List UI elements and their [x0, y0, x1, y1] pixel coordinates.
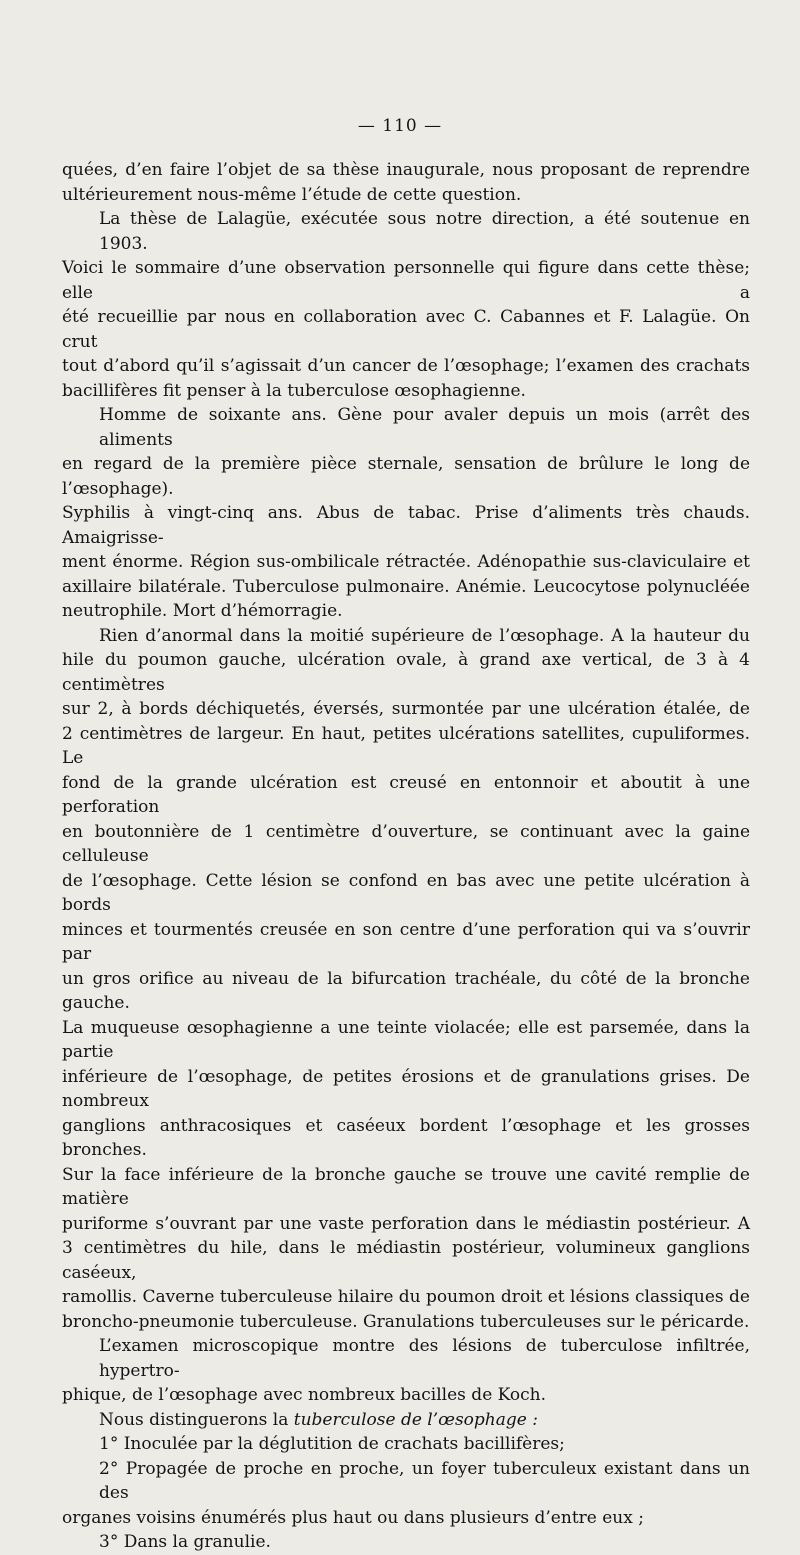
text-line: quées, d’en faire l’objet de sa thèse inaugurale, nous proposant de reprendre	[62, 160, 750, 180]
text-line: Sur la face inférieure de la bronche gauche se trouve une cavité remplie de matière	[62, 1164, 750, 1209]
text-line: en boutonnière de 1 centimètre d’ouverture, se continuant avec la gaine celluleuse	[62, 821, 750, 866]
text-line: 3° Dans la granulie.	[99, 1532, 271, 1552]
paragraph-lalague-thesis	[62, 207, 750, 403]
text-line: axillaire bilatérale. Tuberculose pulmonaire. Anémie. Leucocytose polynucléée	[62, 576, 750, 597]
text-line: en regard de la première pièce sternale, sensation de brûlure le long de l’œsophage).	[62, 454, 750, 499]
text-line: Rien d’anormal dans la moitié supérieure de l’œsophage. A la hauteur du	[99, 625, 750, 646]
text-line: été recueillie par nous en collaboration avec C. Cabannes et F. Lalagüe. On crut	[62, 307, 750, 352]
classification-item	[62, 1530, 750, 1555]
text-line: broncho-pneumonie tuberculeuse. Granulations tuberculeuses sur le péricarde.	[62, 1311, 750, 1332]
text-line: 2 centimètres de largeur. En haut, petites ulcérations satellites, cupuliformes. Le	[62, 723, 750, 768]
paragraph-case-summary	[62, 403, 750, 624]
classification-item	[62, 1457, 750, 1531]
text-line: puriforme s’ouvrant par une vaste perforation dans le médiastin postérieur. A	[62, 1213, 750, 1234]
text-line: inférieure de l’œsophage, de petites érosions et de granulations grises. De nombreux	[62, 1066, 750, 1111]
intro-italic-term: tuberculose de l’œsophage :	[293, 1409, 538, 1430]
paragraph-continuation	[62, 158, 750, 207]
text-line: tout d’abord qu’il s’agissait d’un cancer de l’œsophage; l’examen des crachats	[62, 356, 750, 376]
text-line: Voici le sommaire d’une observation personnelle qui figure dans cette thèse; elle a	[62, 258, 750, 303]
text-line: sur 2, à bords déchiquetés, éversés, surmontée par une ulcération étalée, de	[62, 699, 750, 719]
text-line: La thèse de Lalagüe, exécutée sous notre direction, a été soutenue en 1903.	[99, 209, 750, 254]
body-text	[62, 158, 750, 1555]
text-line: 1° Inoculée par la déglutition de crachats bacillifères;	[99, 1434, 565, 1454]
text-line: ramollis. Caverne tuberculeuse hilaire du poumon droit et lésions classiques de	[62, 1287, 750, 1307]
text-line: ganglions anthracosiques et caséeux bordent l’œsophage et les grosses bronches.	[62, 1115, 750, 1160]
text-line: L’examen microscopique montre des lésions de tuberculose infiltrée, hypertro-	[99, 1336, 750, 1381]
text-line: ultérieurement nous-même l’étude de cette question.	[62, 184, 522, 205]
text-line: Homme de soixante ans. Gène pour avaler depuis un mois (arrêt des aliments	[99, 405, 750, 450]
text-line: hile du poumon gauche, ulcération ovale, à grand axe vertical, de 3 à 4 centimètres	[62, 650, 750, 695]
page-number: — 110 —	[357, 116, 443, 136]
text-line: Syphilis à vingt-cinq ans. Abus de tabac. Prise d’aliments très chauds. Amaigrisse-	[62, 503, 750, 548]
text-line: bacillifères fit penser à la tuberculose œsophagienne.	[62, 380, 526, 401]
classification-item	[62, 1432, 750, 1457]
text-line: 2° Propagée de proche en proche, un foyer tuberculeux existant dans un des	[99, 1458, 750, 1503]
classification-intro	[62, 1408, 750, 1433]
paragraph-microscopic-exam	[62, 1334, 750, 1408]
text-line: de l’œsophage. Cette lésion se confond en bas avec une petite ulcération à bords	[62, 870, 750, 915]
text-line: un gros orifice au niveau de la bifurcation trachéale, du côté de la bronche gauche.	[62, 968, 750, 1013]
text-line: ment énorme. Région sus-ombilicale rétractée. Adénopathie sus-claviculaire et	[62, 552, 750, 572]
text-line: organes voisins énumérés plus haut ou dans plusieurs d’entre eux ;	[62, 1507, 644, 1528]
text-line: La muqueuse œsophagienne a une teinte violacée; elle est parsemée, dans la partie	[62, 1017, 750, 1062]
text-line: neutrophile. Mort d’hémorragie.	[62, 601, 343, 621]
text-line: phique, de l’œsophage avec nombreux bacilles de Koch.	[62, 1385, 547, 1405]
intro-text: Nous distinguerons la	[99, 1409, 294, 1430]
text-line: minces et tourmentés creusée en son centre d’une perforation qui va s’ouvrir par	[62, 919, 750, 964]
text-line: fond de la grande ulcération est creusé en entonnoir et aboutit à une perforation	[62, 772, 750, 817]
paragraph-autopsy-findings	[62, 624, 750, 1335]
text-line	[62, 1408, 750, 1433]
text-line: 3 centimètres du hile, dans le médiastin postérieur, volumineux ganglions caséeux,	[62, 1238, 750, 1283]
